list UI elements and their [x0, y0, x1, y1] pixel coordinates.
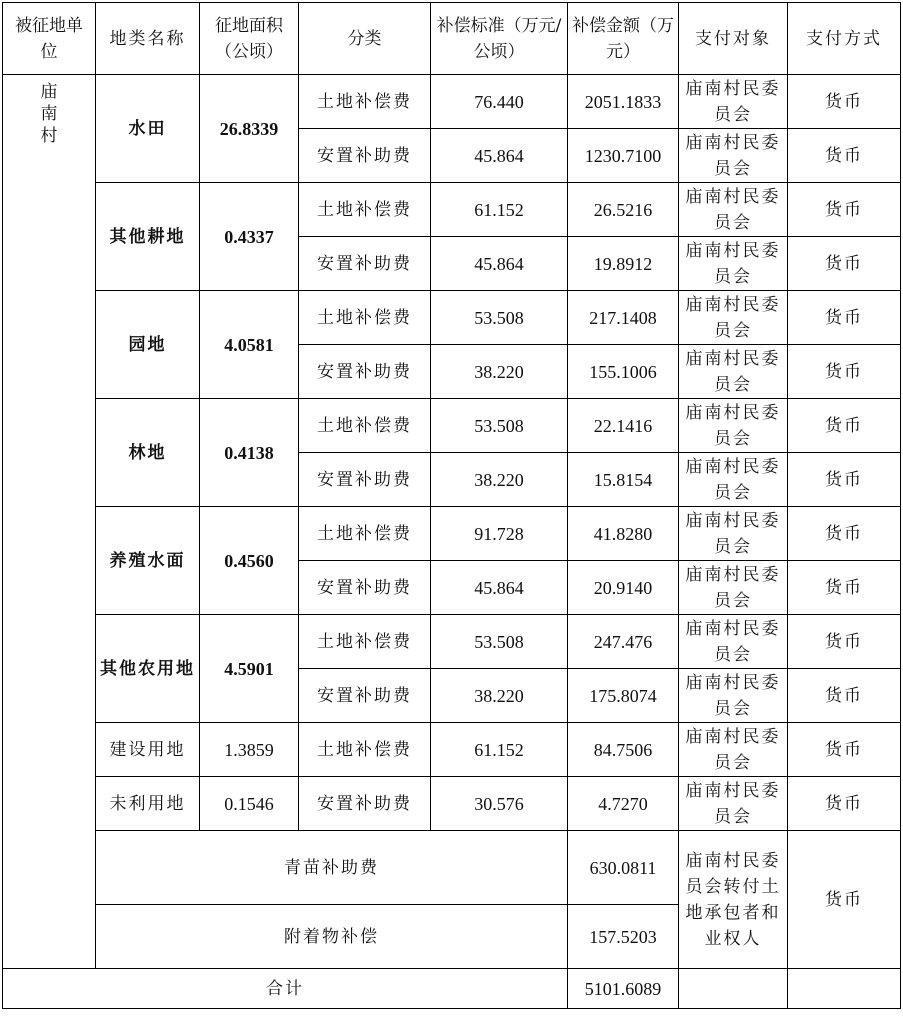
method: 货币 — [788, 615, 901, 669]
amount: 155.1006 — [568, 345, 679, 399]
total-label: 合计 — [3, 969, 568, 1009]
land-type-name: 水田 — [96, 75, 200, 183]
land-area: 0.4560 — [200, 507, 299, 615]
table-row — [3, 507, 901, 561]
unit-name: 庙南村 — [40, 82, 58, 146]
amount: 20.9140 — [568, 561, 679, 615]
standard: 45.864 — [431, 561, 568, 615]
payee: 庙南村民委员会 — [679, 345, 788, 399]
land-area: 4.5901 — [200, 615, 299, 723]
land-type-name: 园地 — [96, 291, 200, 399]
standard: 38.220 — [431, 453, 568, 507]
payee: 庙南村民委员会 — [679, 561, 788, 615]
method: 货币 — [788, 453, 901, 507]
category: 土地补偿费 — [299, 183, 431, 237]
total-method-empty — [788, 969, 901, 1009]
extra-amount: 157.5203 — [568, 905, 679, 969]
table-row — [3, 399, 901, 453]
extras-payee: 庙南村民委员会转付土地承包者和业权人 — [679, 831, 788, 969]
payee: 庙南村民委员会 — [679, 75, 788, 129]
category: 安置补助费 — [299, 561, 431, 615]
table-row — [3, 183, 901, 237]
land-area: 0.4138 — [200, 399, 299, 507]
category: 安置补助费 — [299, 669, 431, 723]
amount: 175.8074 — [568, 669, 679, 723]
category: 土地补偿费 — [299, 723, 431, 777]
method: 货币 — [788, 777, 901, 831]
method: 货币 — [788, 75, 901, 129]
total-payee-empty — [679, 969, 788, 1009]
category: 土地补偿费 — [299, 507, 431, 561]
payee: 庙南村民委员会 — [679, 777, 788, 831]
header-land-type: 地类名称 — [96, 3, 200, 75]
amount: 217.1408 — [568, 291, 679, 345]
extra-label: 青苗补助费 — [96, 831, 568, 905]
amount: 26.5216 — [568, 183, 679, 237]
table-row — [3, 723, 901, 777]
standard: 53.508 — [431, 399, 568, 453]
header-standard: 补偿标准（万元/公顷） — [431, 3, 568, 75]
amount: 1230.7100 — [568, 129, 679, 183]
standard: 91.728 — [431, 507, 568, 561]
category: 土地补偿费 — [299, 75, 431, 129]
method: 货币 — [788, 345, 901, 399]
category: 土地补偿费 — [299, 291, 431, 345]
land-type-name: 其他耕地 — [96, 183, 200, 291]
standard: 45.864 — [431, 129, 568, 183]
extra-row — [3, 831, 901, 905]
land-type-name: 其他农用地 — [96, 615, 200, 723]
payee: 庙南村民委员会 — [679, 237, 788, 291]
amount: 84.7506 — [568, 723, 679, 777]
header-area: 征地面积（公顷） — [200, 3, 299, 75]
amount: 15.8154 — [568, 453, 679, 507]
method: 货币 — [788, 291, 901, 345]
compensation-table — [2, 2, 901, 1009]
standard: 76.440 — [431, 75, 568, 129]
table-row — [3, 777, 901, 831]
method: 货币 — [788, 399, 901, 453]
category: 土地补偿费 — [299, 399, 431, 453]
extra-amount: 630.0811 — [568, 831, 679, 905]
land-area: 0.1546 — [200, 777, 299, 831]
standard: 53.508 — [431, 291, 568, 345]
standard: 30.576 — [431, 777, 568, 831]
standard: 53.508 — [431, 615, 568, 669]
land-area: 4.0581 — [200, 291, 299, 399]
total-amount: 5101.6089 — [568, 969, 679, 1009]
standard: 38.220 — [431, 345, 568, 399]
payee: 庙南村民委员会 — [679, 183, 788, 237]
unit-cell — [3, 75, 96, 969]
category: 安置补助费 — [299, 453, 431, 507]
amount: 2051.1833 — [568, 75, 679, 129]
land-type-name: 建设用地 — [96, 723, 200, 777]
extras-method: 货币 — [788, 831, 901, 969]
method: 货币 — [788, 723, 901, 777]
payee: 庙南村民委员会 — [679, 129, 788, 183]
method: 货币 — [788, 183, 901, 237]
payee: 庙南村民委员会 — [679, 723, 788, 777]
header-row — [3, 3, 901, 75]
payee: 庙南村民委员会 — [679, 291, 788, 345]
extra-label: 附着物补偿 — [96, 905, 568, 969]
method: 货币 — [788, 561, 901, 615]
table-row — [3, 615, 901, 669]
standard: 61.152 — [431, 723, 568, 777]
standard: 45.864 — [431, 237, 568, 291]
method: 货币 — [788, 507, 901, 561]
land-area: 1.3859 — [200, 723, 299, 777]
standard: 61.152 — [431, 183, 568, 237]
payee: 庙南村民委员会 — [679, 669, 788, 723]
table-row — [3, 291, 901, 345]
category: 土地补偿费 — [299, 615, 431, 669]
standard: 38.220 — [431, 669, 568, 723]
payee: 庙南村民委员会 — [679, 399, 788, 453]
method: 货币 — [788, 669, 901, 723]
category: 安置补助费 — [299, 237, 431, 291]
category: 安置补助费 — [299, 777, 431, 831]
header-amount: 补偿金额（万元） — [568, 3, 679, 75]
amount: 41.8280 — [568, 507, 679, 561]
header-payee: 支付对象 — [679, 3, 788, 75]
category: 安置补助费 — [299, 129, 431, 183]
total-row — [3, 969, 901, 1009]
payee: 庙南村民委员会 — [679, 615, 788, 669]
payee: 庙南村民委员会 — [679, 453, 788, 507]
land-type-name: 林地 — [96, 399, 200, 507]
category: 安置补助费 — [299, 345, 431, 399]
header-method: 支付方式 — [788, 3, 901, 75]
land-area: 0.4337 — [200, 183, 299, 291]
method: 货币 — [788, 129, 901, 183]
amount: 247.476 — [568, 615, 679, 669]
amount: 19.8912 — [568, 237, 679, 291]
table-row — [3, 75, 901, 129]
amount: 4.7270 — [568, 777, 679, 831]
amount: 22.1416 — [568, 399, 679, 453]
payee: 庙南村民委员会 — [679, 507, 788, 561]
land-type-name: 未利用地 — [96, 777, 200, 831]
header-category: 分类 — [299, 3, 431, 75]
method: 货币 — [788, 237, 901, 291]
land-type-name: 养殖水面 — [96, 507, 200, 615]
land-area: 26.8339 — [200, 75, 299, 183]
header-unit: 被征地单位 — [3, 3, 96, 75]
